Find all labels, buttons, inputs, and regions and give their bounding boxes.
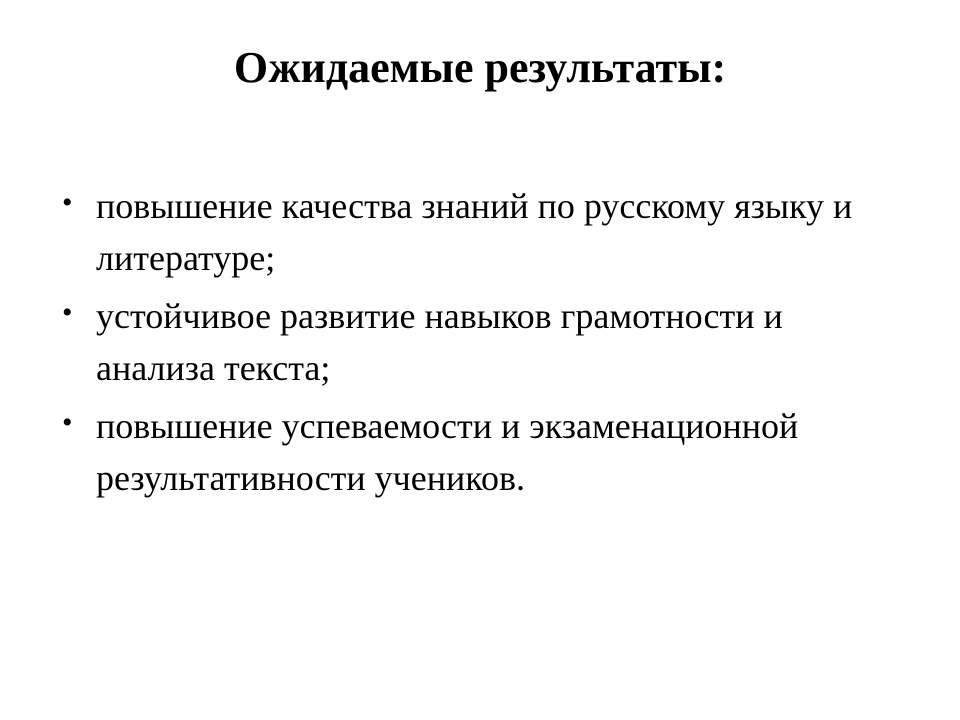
bullet-dot-icon: • xyxy=(62,186,73,219)
bullet-text: повышение успеваемости и экзаменационной результативности учеников. xyxy=(96,406,799,498)
bullet-item-2 xyxy=(60,290,880,394)
bullet-text: повышение качества знаний по русскому языку и литературе; xyxy=(96,186,853,278)
bullet-item-1 xyxy=(60,180,880,284)
slide-title: Ожидаемые результаты: xyxy=(233,43,727,92)
bullet-dot-icon: • xyxy=(62,406,73,439)
bullet-text: устойчивое развитие навыков грамотности и анализа текста; xyxy=(96,296,783,388)
bullet-item-3 xyxy=(60,400,880,504)
bullet-dot-icon: • xyxy=(62,296,73,329)
bullet-list xyxy=(60,180,880,510)
